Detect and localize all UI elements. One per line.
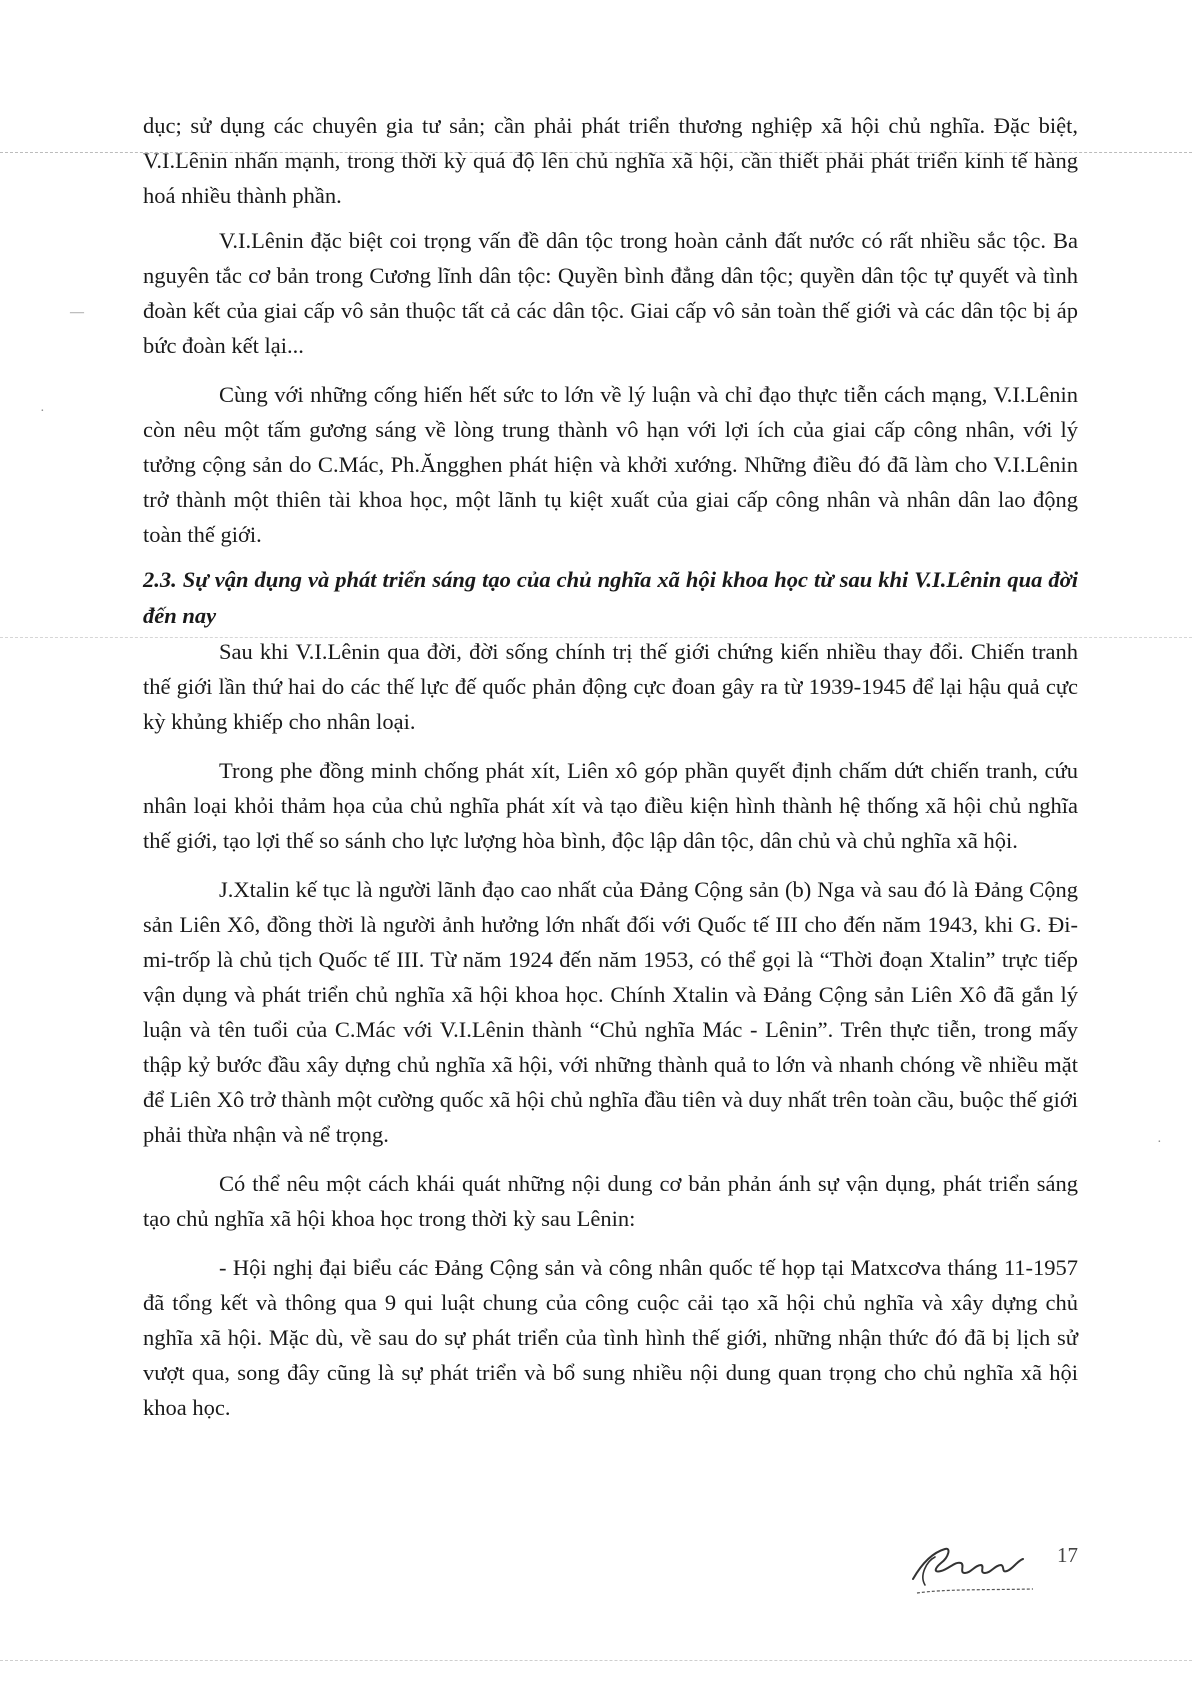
margin-mark: · bbox=[40, 404, 45, 419]
paragraph-national-question: V.I.Lênin đặc biệt coi trọng vấn đề dân tộc trong hoàn cảnh đất nước có rất nhiều sắc tộc. Ba nguyên tắc cơ bản trong Cương lĩnh dân tộc: Quyền bình đẳng dân tộc; quyền dân tộc tự quyết và tình đoàn kết của giai cấp vô sản thuộc tất cả các dân tộc. Giai cấp vô sản toàn thế giới và các dân tộc bị áp bức đoàn kết lại... bbox=[143, 228, 1078, 358]
margin-mark: — bbox=[70, 305, 84, 320]
paragraph-stalin-period: J.Xtalin kế tục là người lãnh đạo cao nhất của Đảng Cộng sản (b) Nga và sau đó là Đảng Cộng sản Liên Xô, đồng thời là người ảnh hưởng lớn nhất đối với Quốc tế III cho đến năm 1943, khi G. Đi-mi-trốp là chủ tịch Quốc tế III. Từ năm 1924 đến năm 1953, có thể gọi là “Thời đoạn Xtalin” trực tiếp vận dụng và phát triển chủ nghĩa xã hội khoa học. Chính Xtalin và Đảng Cộng sản Liên Xô đã gắn lý luận và tên tuổi của C.Mác với V.I.Lênin thành “Chủ nghĩa Mác - Lênin”. Trên thực tiễn, trong mấy thập kỷ bước đầu xây dựng chủ nghĩa xã hội, với những thành quả to lớn và nhanh chóng về nhiều mặt để Liên Xô trở thành một cường quốc xã hội chủ nghĩa đầu tiên và duy nhất trên toàn cầu, buộc thế giới phải thừa nhận và nể trọng. bbox=[143, 877, 1078, 1147]
paragraph-after-lenin: Sau khi V.I.Lênin qua đời, đời sống chính trị thế giới chứng kiến nhiều thay đổi. Chiến tranh thế giới lần thứ hai do các thế lực đế quốc phản động cực đoan gây ra từ 1939-1945 để lại hậu quả cực kỳ khủng khiếp cho nhân loại. bbox=[143, 639, 1078, 734]
document-body bbox=[143, 108, 1078, 1425]
page-number: 17 bbox=[1057, 1543, 1078, 1567]
section-heading: 2.3. Sự vận dụng và phát triển sáng tạo của chủ nghĩa xã hội khoa học từ sau khi V.I.Lênin qua đời đến nay bbox=[143, 567, 1078, 628]
paragraph-allied-camp: Trong phe đồng minh chống phát xít, Liên xô góp phần quyết định chấm dứt chiến tranh, cứu nhân loại khỏi thảm họa của chủ nghĩa phát xít và tạo điều kiện hình thành hệ thống xã hội chủ nghĩa thế giới, tạo lợi thế so sánh cho lực lượng hòa bình, độc lập dân tộc, dân chủ và chủ nghĩa xã hội. bbox=[143, 758, 1078, 853]
paragraph-continuation: dục; sử dụng các chuyên gia tư sản; cần phải phát triển thương nghiệp xã hội chủ nghĩa. Đặc biệt, V.I.Lênin nhấn mạnh, trong thời kỳ quá độ lên chủ nghĩa xã hội, cần thiết phải phát triển kinh tế hàng hoá nhiều thành phần. bbox=[143, 113, 1078, 208]
paragraph-moscow-conference: - Hội nghị đại biểu các Đảng Cộng sản và công nhân quốc tế họp tại Matxcơva tháng 11-1957 đã tổng kết và thông qua 9 qui luật chung của công cuộc cải tạo xã hội chủ nghĩa và xây dựng chủ nghĩa xã hội. Mặc dù, về sau do sự phát triển của tình hình thế giới, những nhận thức đó đã bị lịch sử vượt qua, song đây cũng là sự phát triển và bổ sung nhiều nội dung quan trọng cho chủ nghĩa xã hội khoa học. bbox=[143, 1255, 1078, 1420]
paragraph-overview: Có thể nêu một cách khái quát những nội dung cơ bản phản ánh sự vận dụng, phát triển sáng tạo chủ nghĩa xã hội khoa học trong thời kỳ sau Lênin: bbox=[143, 1171, 1078, 1231]
paragraph-lenin-contributions: Cùng với những cống hiến hết sức to lớn về lý luận và chỉ đạo thực tiễn cách mạng, V.I.Lênin còn nêu một tấm gương sáng về lòng trung thành vô hạn với lợi ích của giai cấp công nhân, với lý tưởng cộng sản do C.Mác, Ph.Ăngghen phát hiện và khởi xướng. Những điều đó đã làm cho V.I.Lênin trở thành một thiên tài khoa học, một lãnh tụ kiệt xuất của giai cấp công nhân và nhân dân lao động toàn thế giới. bbox=[143, 382, 1078, 547]
page-footer bbox=[905, 1535, 1085, 1605]
signature-icon bbox=[905, 1535, 1045, 1601]
margin-mark: · bbox=[1157, 1135, 1162, 1150]
scan-line bbox=[0, 1660, 1192, 1661]
